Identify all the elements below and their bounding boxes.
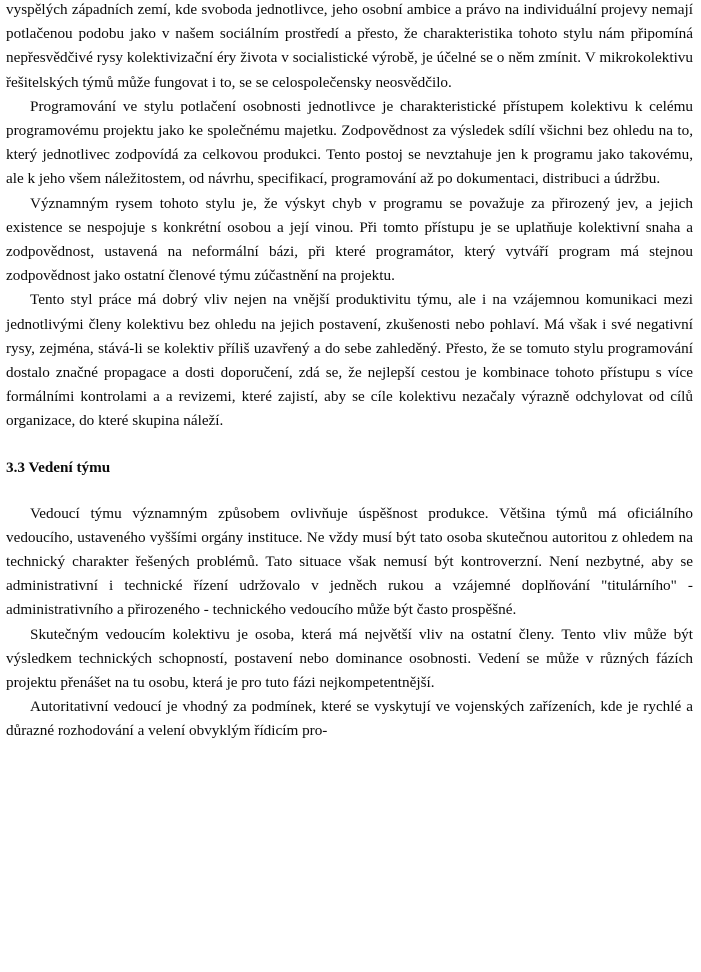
section-body — [6, 502, 693, 744]
paragraph-western-countries: vyspělých západních zemí, kde svoboda jednotlivce, jeho osobní ambice a právo na individuální projevy nemají potlačenou podobu jako v našem sociálním prostředí a přesto, že charakteristika tohoto stylu nám připomíná nepřesvědčivé rysy kolektivizační éry života v socialistické výrobě, je účelné se o něm zmínit. V mikrokolektivu řešitelských týmů může fungovat i to, se se celospolečensky neosvědčilo. — [6, 1, 693, 91]
paragraph-errors-natural: Významným rysem tohoto stylu je, že výskyt chyb v programu se považuje za přirozený jev, a jejich existence se nespojuje s konkrétní osobou a její vinou. Při tomto přístupu je se uplatňuje kolektivní snaha a zodpovědnost, ustavená na neformální bázi, při které programátor, který vytváří program má stejnou zodpovědnost jako ostatní členové týmu zúčastnění na projektu. — [6, 194, 693, 285]
section-heading: 3.3 Vedení týmu — [6, 458, 111, 476]
paragraph-egoless-programming: Programování ve stylu potlačení osobnosti jednotlivce je charakteristické přístupem kolektivu k celému programovému projektu jako ke společnému majetku. Zodpovědnost za výsledek sdílí všichni bez ohledu na to, který jednotlivec zodpovídá za celkovou produkci. Tento postoj se nevztahuje jen k programu jako takovému, ale k jeho všem náležitostem, od návrhu, specifikací, programování až po dokumentaci, distribuci a údržbu. — [6, 97, 693, 188]
paragraph-team-leader: Vedoucí týmu významným způsobem ovlivňuje úspěšnost produkce. Většina týmů má oficiálního vedoucího, ustaveného vyššími orgány instituce. Ne vždy musí být tato osoba skutečnou autoritou z ohledem na technický charakter řešených problémů. Tato situace však nemusí být kontroverzní. Není nezbytné, aby se administrativní i technické řízení udržovalo v jedněch rukou a vzájemné doplňování "titulárního" - administrativního a přirozeného - technického vedoucího může být často prospěšné. — [6, 504, 693, 619]
paragraph-real-leader: Skutečným vedoucím kolektivu je osoba, která má největší vliv na ostatní členy. Tento vliv může být výsledkem technických schopností, postavení nebo dominance osobnosti. Vedení se může v různých fázích projektu přenášet na tu osobu, která je pro tuto fázi nejkompetentnější. — [6, 625, 693, 692]
paragraph-authoritative-leader: Autoritativní vedoucí je vhodný za podmínek, které se vyskytují ve vojenských zařízeních, kde je rychlé a důrazné rozhodování a velení obvyklým řídicím pro- — [6, 698, 693, 740]
paragraph-style-effects: Tento styl práce má dobrý vliv nejen na vnější produktivitu týmu, ale i na vzájemnou komunikaci mezi jednotlivými členy kolektivu bez ohledu na jejich postavení, zkušenosti nebo pohlaví. Má však i své negativní rysy, zejména, stává-li se kolektiv příliš uzavřený a do sebe zahleděný. Přesto, že se tomuto stylu programování dostalo značné propagace a dosti doporučení, zdá se, že nejlepší cestou je kombinace tohoto přístupu s více formálními kontrolami a a revizemi, které zajistí, aby se cíle kolektivu nezačaly výrazně odchylovat od cílů organizace, do které skupina náleží. — [6, 291, 693, 430]
